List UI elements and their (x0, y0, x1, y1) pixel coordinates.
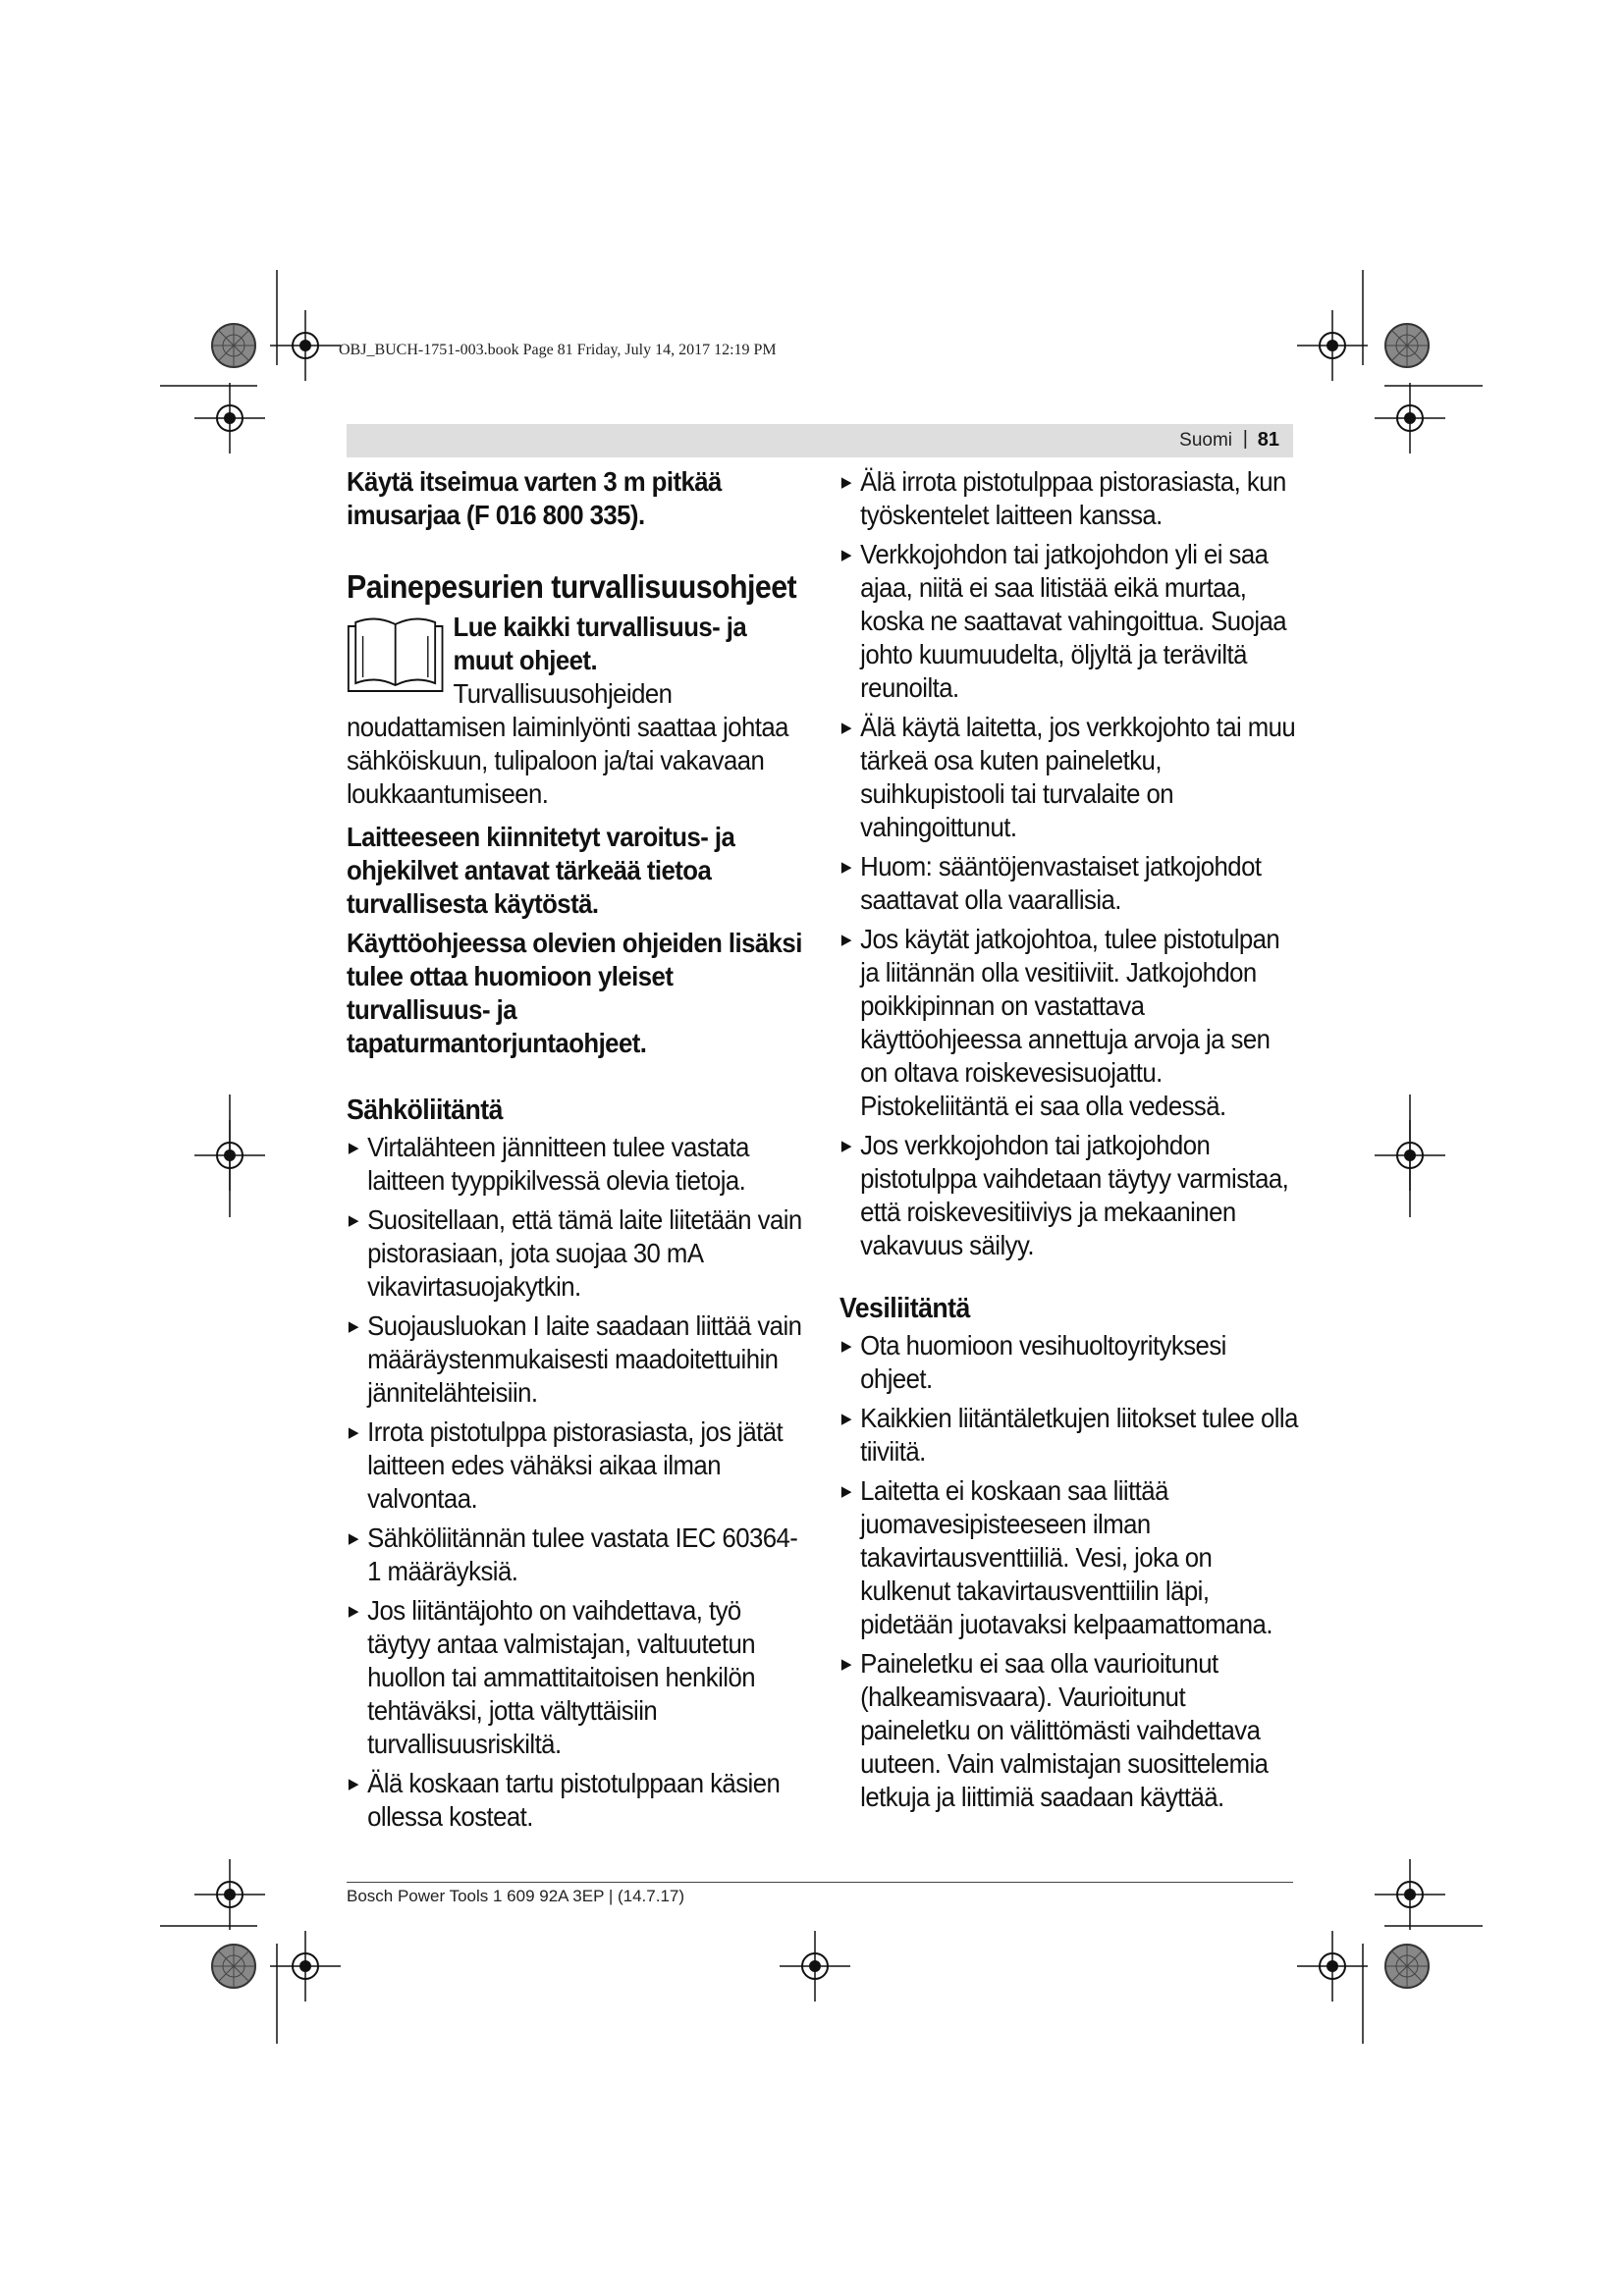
registration-cross-icon (270, 310, 341, 381)
left-column (347, 465, 807, 1840)
list-item: ▶ Älä käytä laitetta, jos verkkojohto tai muu tärkeä osa kuten paineletku, suihkupistooli tai turvalaite on vahingoittunut. (839, 711, 1300, 844)
electrical-list-continued (839, 465, 1300, 1262)
page-header (347, 424, 1293, 457)
electrical-heading: Sähköliitäntä (347, 1095, 503, 1126)
list-item: ▶ Huom: sääntöjenvastaiset jatkojohdot saattavat olla vaarallisia. (839, 850, 1300, 917)
color-rosette-icon (212, 1945, 255, 1988)
list-item: ▶ Ota huomioon vesihuoltoyrityksesi ohjeet. (839, 1329, 1300, 1396)
color-rosette-icon (212, 324, 255, 367)
list-item: ▶ Jos käytät jatkojohtoa, tulee pistotulpan ja liitännän olla vesitiiviit. Jatkojohdon poikkipinnan on vastattava käyttöohjeessa annettuja arvoja ja sen on oltava roiskevesisuojattu. Pistokeliitäntä ei saa olla vedessä. (839, 923, 1300, 1123)
color-rosette-icon (1385, 1945, 1429, 1988)
book-icon (347, 614, 444, 697)
registration-cross-icon (194, 1859, 265, 1930)
registration-cross-icon (1375, 1859, 1445, 1930)
labels-note: Laitteeseen kiinnitetyt varoitus- ja ohjekilvet antavat tärkeää tietoa turvallisesta käytöstä. (347, 822, 735, 919)
warning-bold-text: Lue kaikki turvallisuus- ja muut ohjeet. (453, 612, 747, 675)
list-item: ▶ Virtalähteen jännitteen tulee vastata laitteen tyyppikilvessä olevia tietoja. (347, 1131, 807, 1198)
header-separator: | (1242, 428, 1248, 450)
color-rosette-icon (1385, 324, 1429, 367)
list-item: ▶ Jos verkkojohdon tai jatkojohdon pistotulppa vaihdetaan täytyy varmistaa, että roiskevesitiiviys ja mekaaninen vakavuus säilyy. (839, 1129, 1300, 1262)
print-info-line: OBJ_BUCH-1751-003.book Page 81 Friday, July 14, 2017 12:19 PM (339, 342, 777, 358)
registration-cross-icon (194, 383, 265, 454)
registration-cross-icon (1375, 383, 1445, 454)
general-safety-note: Käyttöohjeessa olevien ohjeiden lisäksi tulee ottaa huomioon yleiset turvallisuus- ja tapaturmantorjuntaohjeet. (347, 928, 802, 1058)
list-item: ▶ Laitetta ei koskaan saa liittää juomavesipisteeseen ilman takavirtausventtiiliä. Vesi, joka on kulkenut takavirtausventtiilin läpi, pidetään juotavaksi kelpaamattomana. (839, 1474, 1300, 1641)
read-instructions-warning (347, 611, 807, 811)
list-item: ▶ Verkkojohdon tai jatkojohdon yli ei saa ajaa, niitä ei saa litistää eikä murtaa, koska ne saattavat vahingoittua. Suojaa johto kuumuudelta, öljyltä ja teräviltä reunoilta. (839, 538, 1300, 705)
list-item: ▶ Älä irrota pistotulppaa pistorasiasta, kun työskentelet laitteen kanssa. (839, 465, 1300, 532)
page-footer: Bosch Power Tools 1 609 92A 3EP | (14.7.17) (347, 1887, 685, 1905)
warning-body-text: Turvallisuusohjeiden noudattamisen laiminlyönti saattaa johtaa sähköiskuun, tulipaloon ja/tai vakavaan loukkaantumiseen. (347, 678, 788, 809)
right-column (839, 465, 1300, 1820)
water-heading: Vesiliitäntä (839, 1293, 970, 1324)
list-item: ▶ Älä koskaan tartu pistotulppaan käsien ollessa kosteat. (347, 1767, 807, 1834)
footer-divider (347, 1882, 1293, 1883)
water-list (839, 1329, 1300, 1814)
page-number: 81 (1257, 429, 1279, 451)
registration-cross-icon (270, 1931, 341, 2002)
registration-cross-icon (1297, 310, 1368, 381)
vacuum-note: Käytä itseimua varten 3 m pitkää imusarjaa (F 016 800 335). (347, 466, 722, 530)
list-item: ▶ Kaikkien liitäntäletkujen liitokset tulee olla tiiviitä. (839, 1402, 1300, 1468)
registration-cross-icon (1297, 1931, 1368, 2002)
list-item: ▶ Sähköliitännän tulee vastata IEC 60364-1 määräyksiä. (347, 1522, 807, 1588)
list-item: ▶ Jos liitäntäjohto on vaihdettava, työ täytyy antaa valmistajan, valtuutetun huollon tai ammattitaitoisen henkilön tehtäväksi, jotta vältyttäisiin turvallisuusriskiltä. (347, 1594, 807, 1761)
header-language: Suomi (1179, 430, 1232, 451)
list-item: ▶ Paineletku ei saa olla vaurioitunut (halkeamisvaara). Vaurioitunut paineletku on välittömästi vaihdettava uuteen. Vain valmistajan suosittelemia letkuja ja liittimiä saadaan käyttää. (839, 1647, 1300, 1814)
electrical-list (347, 1131, 807, 1834)
list-item: ▶ Suositellaan, että tämä laite liitetään vain pistorasiaan, jota suojaa 30 mA vikavirtasuojakytkin. (347, 1203, 807, 1304)
safety-title: Painepesurien turvallisuusohjeet (347, 568, 797, 605)
list-item: ▶ Irrota pistotulppa pistorasiasta, jos jätät laitteen edes vähäksi aikaa ilman valvontaa. (347, 1415, 807, 1516)
list-item: ▶ Suojausluokan I laite saadaan liittää vain määräystenmukaisesti maadoitettuihin jännitelähteisiin. (347, 1309, 807, 1410)
registration-cross-icon (780, 1931, 850, 2002)
